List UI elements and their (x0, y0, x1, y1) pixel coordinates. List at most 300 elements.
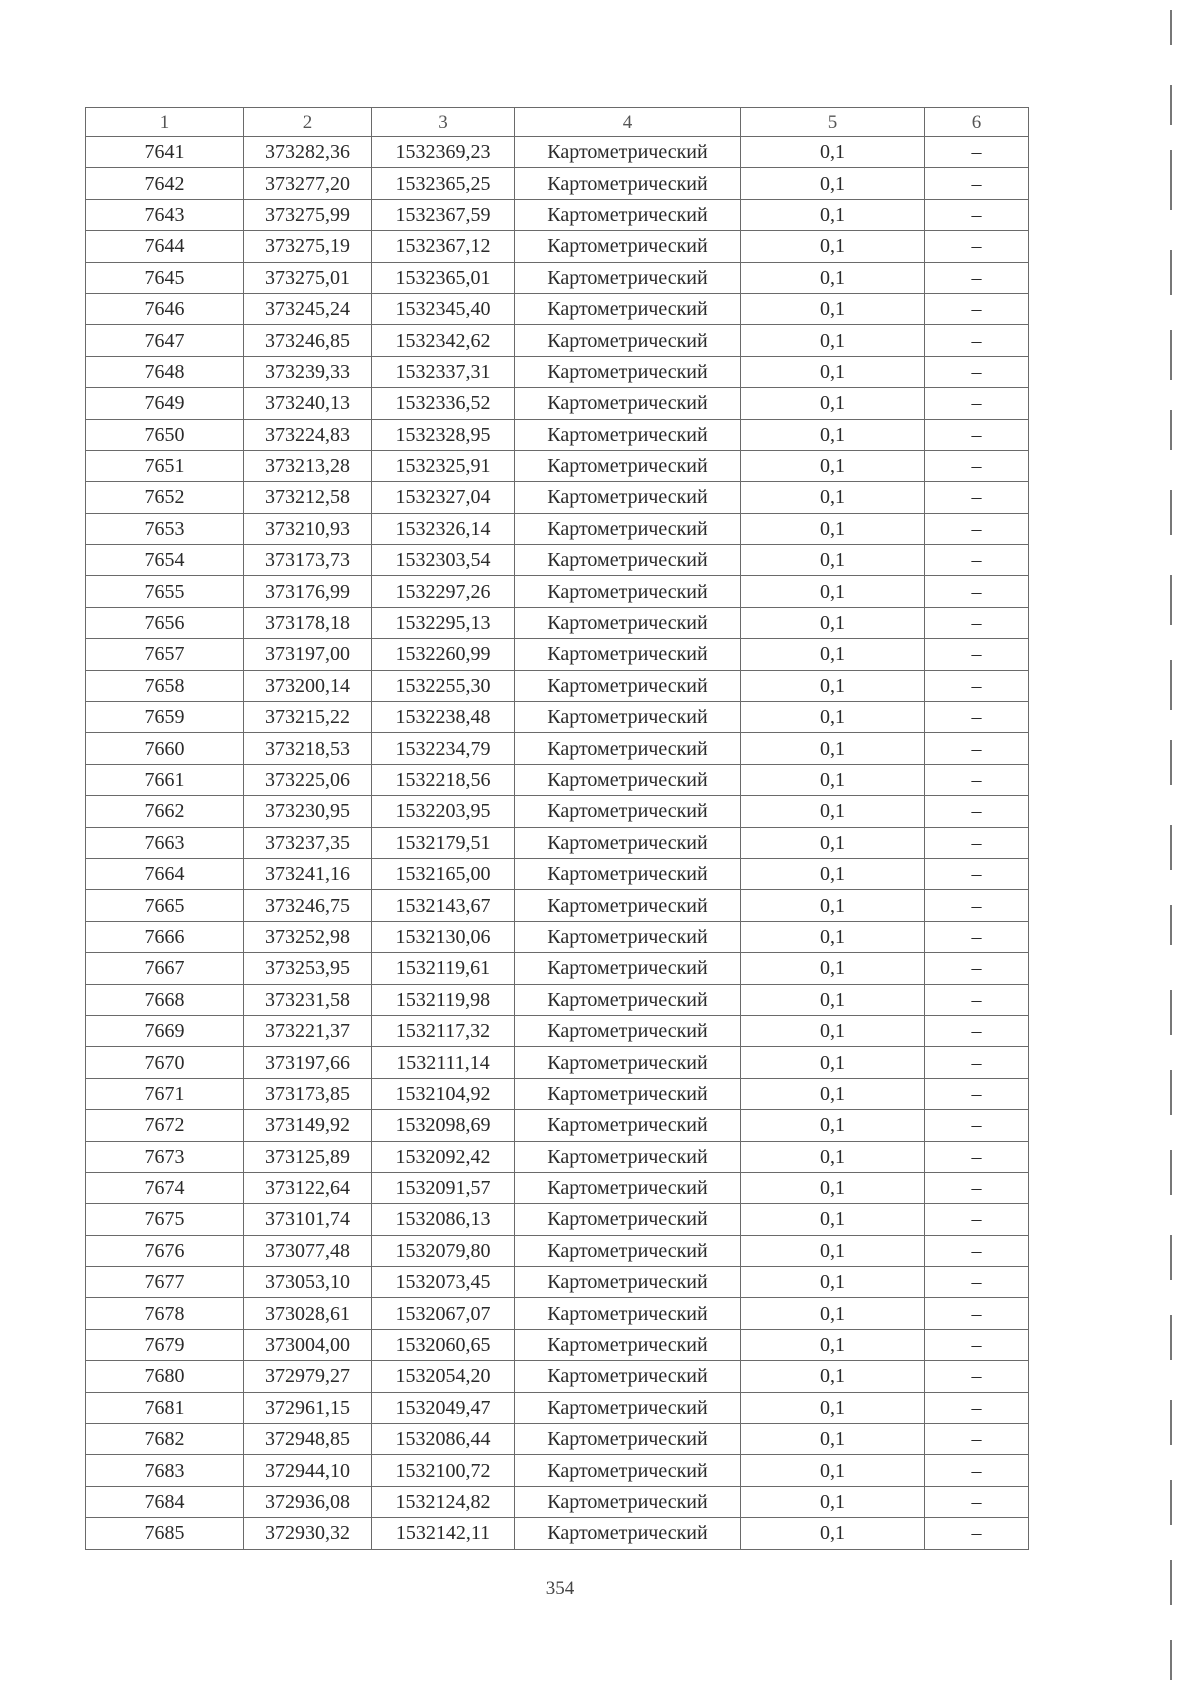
table-row (86, 1015, 1029, 1046)
table-cell-col-1: 7685 (86, 1518, 244, 1549)
table-cell-col-2: 373253,95 (244, 953, 372, 984)
table-row (86, 1204, 1029, 1235)
table-cell-col-4: Картометрический (515, 1518, 741, 1549)
table-cell-col-3: 1532255,30 (372, 670, 515, 701)
table-cell-col-1: 7674 (86, 1172, 244, 1203)
table-cell-col-6: – (925, 827, 1029, 858)
scan-edge-marks (1160, 0, 1190, 1698)
table-row (86, 607, 1029, 638)
table-cell-col-6: – (925, 1298, 1029, 1329)
table-cell-col-5: 0,1 (741, 1078, 925, 1109)
table-cell-col-1: 7673 (86, 1141, 244, 1172)
table-cell-col-3: 1532179,51 (372, 827, 515, 858)
table-cell-col-5: 0,1 (741, 262, 925, 293)
table-cell-col-5: 0,1 (741, 1298, 925, 1329)
table-cell-col-1: 7650 (86, 419, 244, 450)
table-row (86, 858, 1029, 889)
table-cell-col-4: Картометрический (515, 1298, 741, 1329)
table-cell-col-2: 373230,95 (244, 796, 372, 827)
table-cell-col-1: 7657 (86, 639, 244, 670)
table-cell-col-3: 1532086,13 (372, 1204, 515, 1235)
table-cell-col-6: – (925, 607, 1029, 638)
table-cell-col-4: Картометрический (515, 1392, 741, 1423)
table-row (86, 984, 1029, 1015)
table-cell-col-1: 7677 (86, 1267, 244, 1298)
table-cell-col-4: Картометрический (515, 168, 741, 199)
table-cell-col-4: Картометрический (515, 1015, 741, 1046)
table-cell-col-2: 373221,37 (244, 1015, 372, 1046)
table-row (86, 1455, 1029, 1486)
table-cell-col-3: 1532365,01 (372, 262, 515, 293)
table-cell-col-3: 1532130,06 (372, 921, 515, 952)
table-cell-col-2: 373237,35 (244, 827, 372, 858)
table-cell-col-6: – (925, 1235, 1029, 1266)
table-cell-col-1: 7667 (86, 953, 244, 984)
table-cell-col-4: Картометрический (515, 1078, 741, 1109)
table-cell-col-6: – (925, 984, 1029, 1015)
table-row (86, 890, 1029, 921)
table-cell-col-5: 0,1 (741, 858, 925, 889)
table-cell-col-4: Картометрический (515, 1424, 741, 1455)
table-cell-col-6: – (925, 262, 1029, 293)
table-cell-col-1: 7653 (86, 513, 244, 544)
table-cell-col-6: – (925, 137, 1029, 168)
table-cell-col-4: Картометрический (515, 858, 741, 889)
scan-edge-mark (1170, 575, 1172, 625)
table-row (86, 670, 1029, 701)
table-cell-col-3: 1532342,62 (372, 325, 515, 356)
table-cell-col-4: Картометрический (515, 1047, 741, 1078)
table-cell-col-6: – (925, 1424, 1029, 1455)
table-cell-col-6: – (925, 1392, 1029, 1423)
table-cell-col-4: Картометрический (515, 1455, 741, 1486)
table-row (86, 639, 1029, 670)
table-cell-col-1: 7647 (86, 325, 244, 356)
table-cell-col-5: 0,1 (741, 607, 925, 638)
table-cell-col-6: – (925, 388, 1029, 419)
table-row (86, 1361, 1029, 1392)
table-cell-col-6: – (925, 639, 1029, 670)
table-row (86, 1235, 1029, 1266)
scan-edge-mark (1170, 990, 1172, 1035)
table-cell-col-5: 0,1 (741, 513, 925, 544)
scan-edge-mark (1170, 410, 1172, 450)
table-cell-col-2: 373004,00 (244, 1329, 372, 1360)
table-cell-col-1: 7658 (86, 670, 244, 701)
table-cell-col-2: 373176,99 (244, 576, 372, 607)
table-cell-col-2: 373149,92 (244, 1110, 372, 1141)
table-cell-col-6: – (925, 858, 1029, 889)
table-cell-col-4: Картометрический (515, 984, 741, 1015)
table-cell-col-2: 373252,98 (244, 921, 372, 952)
table-cell-col-5: 0,1 (741, 388, 925, 419)
table-cell-col-2: 373197,66 (244, 1047, 372, 1078)
table-cell-col-4: Картометрический (515, 953, 741, 984)
scan-edge-mark (1170, 250, 1172, 295)
table-cell-col-2: 373173,73 (244, 545, 372, 576)
table-row (86, 1298, 1029, 1329)
table-cell-col-3: 1532327,04 (372, 482, 515, 513)
table-cell-col-4: Картометрический (515, 137, 741, 168)
table-cell-col-2: 372979,27 (244, 1361, 372, 1392)
table-cell-col-4: Картометрический (515, 1110, 741, 1141)
table-row (86, 702, 1029, 733)
table-cell-col-4: Картометрический (515, 419, 741, 450)
table-cell-col-1: 7669 (86, 1015, 244, 1046)
table-cell-col-3: 1532091,57 (372, 1172, 515, 1203)
table-cell-col-3: 1532100,72 (372, 1455, 515, 1486)
table-cell-col-1: 7670 (86, 1047, 244, 1078)
table-cell-col-3: 1532345,40 (372, 293, 515, 324)
scan-edge-mark (1170, 1640, 1172, 1680)
table-cell-col-2: 373275,01 (244, 262, 372, 293)
table-cell-col-6: – (925, 450, 1029, 481)
table-cell-col-5: 0,1 (741, 1172, 925, 1203)
table-cell-col-2: 373246,75 (244, 890, 372, 921)
table-cell-col-2: 373101,74 (244, 1204, 372, 1235)
table-cell-col-3: 1532303,54 (372, 545, 515, 576)
table-cell-col-5: 0,1 (741, 450, 925, 481)
table-cell-col-2: 373122,64 (244, 1172, 372, 1203)
table-cell-col-6: – (925, 1110, 1029, 1141)
table-cell-col-3: 1532117,32 (372, 1015, 515, 1046)
table-cell-col-2: 373275,99 (244, 199, 372, 230)
table-cell-col-5: 0,1 (741, 827, 925, 858)
scan-edge-mark (1170, 1400, 1172, 1445)
table-row (86, 1047, 1029, 1078)
table-cell-col-2: 373212,58 (244, 482, 372, 513)
table-cell-col-4: Картометрический (515, 639, 741, 670)
scan-edge-mark (1170, 150, 1172, 210)
table-row (86, 262, 1029, 293)
table-cell-col-6: – (925, 1361, 1029, 1392)
table-cell-col-3: 1532054,20 (372, 1361, 515, 1392)
table-cell-col-1: 7659 (86, 702, 244, 733)
table-cell-col-2: 373028,61 (244, 1298, 372, 1329)
header-cell-2: 2 (244, 108, 372, 137)
table-cell-col-5: 0,1 (741, 953, 925, 984)
table-cell-col-2: 373246,85 (244, 325, 372, 356)
table-cell-col-4: Картометрический (515, 356, 741, 387)
table-cell-col-5: 0,1 (741, 168, 925, 199)
table-cell-col-5: 0,1 (741, 702, 925, 733)
table-row (86, 1424, 1029, 1455)
header-cell-6: 6 (925, 108, 1029, 137)
table-cell-col-4: Картометрический (515, 1204, 741, 1235)
table-cell-col-4: Картометрический (515, 1235, 741, 1266)
table-cell-col-1: 7646 (86, 293, 244, 324)
header-cell-1: 1 (86, 108, 244, 137)
table-row (86, 1518, 1029, 1549)
table-cell-col-5: 0,1 (741, 325, 925, 356)
table-cell-col-5: 0,1 (741, 1486, 925, 1517)
table-cell-col-1: 7676 (86, 1235, 244, 1266)
scan-edge-mark (1170, 1560, 1172, 1605)
table-cell-col-5: 0,1 (741, 1518, 925, 1549)
table-cell-col-6: – (925, 1267, 1029, 1298)
table-cell-col-3: 1532143,67 (372, 890, 515, 921)
table-cell-col-4: Картометрический (515, 1361, 741, 1392)
table-cell-col-3: 1532049,47 (372, 1392, 515, 1423)
table-cell-col-3: 1532260,99 (372, 639, 515, 670)
table-cell-col-2: 372948,85 (244, 1424, 372, 1455)
table-cell-col-2: 373125,89 (244, 1141, 372, 1172)
table-cell-col-5: 0,1 (741, 231, 925, 262)
table-cell-col-1: 7648 (86, 356, 244, 387)
table-row (86, 168, 1029, 199)
table-cell-col-5: 0,1 (741, 1047, 925, 1078)
table-cell-col-1: 7641 (86, 137, 244, 168)
table-cell-col-4: Картометрический (515, 450, 741, 481)
table-cell-col-5: 0,1 (741, 984, 925, 1015)
table-cell-col-4: Картометрический (515, 262, 741, 293)
table-cell-col-2: 372944,10 (244, 1455, 372, 1486)
table-cell-col-5: 0,1 (741, 1204, 925, 1235)
page-number: 354 (545, 1578, 575, 1599)
scan-edge-mark (1170, 740, 1172, 785)
table-cell-col-4: Картометрический (515, 764, 741, 795)
table-cell-col-2: 373213,28 (244, 450, 372, 481)
table-cell-col-4: Картометрический (515, 325, 741, 356)
table-row (86, 921, 1029, 952)
table-cell-col-3: 1532238,48 (372, 702, 515, 733)
table-row (86, 199, 1029, 230)
table-cell-col-2: 373239,33 (244, 356, 372, 387)
table-cell-col-3: 1532060,65 (372, 1329, 515, 1360)
table-cell-col-6: – (925, 1078, 1029, 1109)
table-cell-col-6: – (925, 890, 1029, 921)
table-cell-col-6: – (925, 545, 1029, 576)
table-row (86, 231, 1029, 262)
table-cell-col-3: 1532119,61 (372, 953, 515, 984)
table-cell-col-3: 1532326,14 (372, 513, 515, 544)
header-row (86, 108, 1029, 137)
table-cell-col-1: 7645 (86, 262, 244, 293)
table-row (86, 356, 1029, 387)
table-cell-col-3: 1532079,80 (372, 1235, 515, 1266)
table-cell-col-1: 7672 (86, 1110, 244, 1141)
table-cell-col-6: – (925, 702, 1029, 733)
table-cell-col-1: 7652 (86, 482, 244, 513)
table-cell-col-2: 373282,36 (244, 137, 372, 168)
table-cell-col-5: 0,1 (741, 639, 925, 670)
table-cell-col-6: – (925, 576, 1029, 607)
table-cell-col-5: 0,1 (741, 921, 925, 952)
table-cell-col-5: 0,1 (741, 796, 925, 827)
table-cell-col-3: 1532369,23 (372, 137, 515, 168)
table-cell-col-2: 373173,85 (244, 1078, 372, 1109)
table-cell-col-2: 372936,08 (244, 1486, 372, 1517)
table-cell-col-2: 373231,58 (244, 984, 372, 1015)
table-row (86, 1110, 1029, 1141)
table-row (86, 1141, 1029, 1172)
table-cell-col-6: – (925, 231, 1029, 262)
table-header (86, 108, 1029, 137)
table-cell-col-6: – (925, 1015, 1029, 1046)
table-cell-col-4: Картометрический (515, 1267, 741, 1298)
table-row (86, 733, 1029, 764)
table-cell-col-5: 0,1 (741, 1361, 925, 1392)
table-cell-col-6: – (925, 1141, 1029, 1172)
scan-edge-mark (1170, 1150, 1172, 1195)
table-cell-col-4: Картометрический (515, 388, 741, 419)
table-cell-col-4: Картометрический (515, 890, 741, 921)
table-cell-col-5: 0,1 (741, 293, 925, 324)
table-cell-col-6: – (925, 356, 1029, 387)
table-cell-col-2: 373225,06 (244, 764, 372, 795)
table-row (86, 827, 1029, 858)
table-cell-col-4: Картометрический (515, 1141, 741, 1172)
table-cell-col-5: 0,1 (741, 576, 925, 607)
table-cell-col-1: 7655 (86, 576, 244, 607)
table-cell-col-4: Картометрический (515, 921, 741, 952)
table-row (86, 450, 1029, 481)
table-cell-col-4: Картометрический (515, 827, 741, 858)
scan-edge-mark (1170, 85, 1172, 125)
table-cell-col-1: 7651 (86, 450, 244, 481)
table-cell-col-6: – (925, 293, 1029, 324)
table-cell-col-1: 7649 (86, 388, 244, 419)
table-row (86, 1486, 1029, 1517)
table-cell-col-3: 1532234,79 (372, 733, 515, 764)
table-row (86, 576, 1029, 607)
scan-edge-mark (1170, 1315, 1172, 1360)
table-cell-col-4: Картометрический (515, 607, 741, 638)
table-cell-col-4: Картометрический (515, 796, 741, 827)
table-cell-col-6: – (925, 168, 1029, 199)
table-cell-col-6: – (925, 1172, 1029, 1203)
table-cell-col-5: 0,1 (741, 1141, 925, 1172)
table-cell-col-5: 0,1 (741, 137, 925, 168)
table-cell-col-6: – (925, 419, 1029, 450)
scan-edge-mark (1170, 1235, 1172, 1280)
table-cell-col-1: 7683 (86, 1455, 244, 1486)
table-row (86, 953, 1029, 984)
table-cell-col-1: 7675 (86, 1204, 244, 1235)
table-cell-col-5: 0,1 (741, 419, 925, 450)
table-cell-col-4: Картометрический (515, 733, 741, 764)
table-cell-col-1: 7643 (86, 199, 244, 230)
table-cell-col-6: – (925, 482, 1029, 513)
table-cell-col-3: 1532367,59 (372, 199, 515, 230)
table-cell-col-6: – (925, 325, 1029, 356)
scan-edge-mark (1170, 10, 1172, 45)
scan-edge-mark (1170, 905, 1172, 945)
table-cell-col-2: 373197,00 (244, 639, 372, 670)
table-cell-col-1: 7682 (86, 1424, 244, 1455)
table-row (86, 137, 1029, 168)
table-cell-col-4: Картометрический (515, 1486, 741, 1517)
table-cell-col-6: – (925, 1329, 1029, 1360)
table-row (86, 293, 1029, 324)
table-row (86, 388, 1029, 419)
scan-edge-mark (1170, 660, 1172, 710)
table-cell-col-4: Картометрический (515, 576, 741, 607)
table-cell-col-3: 1532365,25 (372, 168, 515, 199)
table-cell-col-6: – (925, 733, 1029, 764)
table-row (86, 1329, 1029, 1360)
table-row (86, 513, 1029, 544)
table-cell-col-5: 0,1 (741, 1424, 925, 1455)
table-cell-col-2: 373275,19 (244, 231, 372, 262)
table-cell-col-6: – (925, 953, 1029, 984)
table-cell-col-4: Картометрический (515, 670, 741, 701)
table-cell-col-3: 1532086,44 (372, 1424, 515, 1455)
table-cell-col-2: 373218,53 (244, 733, 372, 764)
table-cell-col-1: 7660 (86, 733, 244, 764)
table-cell-col-5: 0,1 (741, 670, 925, 701)
table-cell-col-4: Картометрический (515, 702, 741, 733)
header-cell-5: 5 (741, 108, 925, 137)
table-cell-col-3: 1532104,92 (372, 1078, 515, 1109)
table-cell-col-6: – (925, 921, 1029, 952)
table-cell-col-5: 0,1 (741, 1392, 925, 1423)
table-cell-col-1: 7671 (86, 1078, 244, 1109)
table-cell-col-3: 1532336,52 (372, 388, 515, 419)
table-cell-col-6: – (925, 764, 1029, 795)
table-cell-col-6: – (925, 1047, 1029, 1078)
table-cell-col-5: 0,1 (741, 199, 925, 230)
table-cell-col-1: 7654 (86, 545, 244, 576)
table-cell-col-1: 7681 (86, 1392, 244, 1423)
scan-edge-mark (1170, 490, 1172, 535)
table-cell-col-1: 7663 (86, 827, 244, 858)
scan-edge-mark (1170, 1070, 1172, 1115)
table-cell-col-5: 0,1 (741, 1235, 925, 1266)
table-cell-col-6: – (925, 670, 1029, 701)
table-cell-col-4: Картометрический (515, 513, 741, 544)
scan-edge-mark (1170, 825, 1172, 870)
table-cell-col-6: – (925, 199, 1029, 230)
table-cell-col-5: 0,1 (741, 1329, 925, 1360)
table-cell-col-3: 1532295,13 (372, 607, 515, 638)
table-cell-col-3: 1532325,91 (372, 450, 515, 481)
table-cell-col-2: 373245,24 (244, 293, 372, 324)
table-row (86, 1172, 1029, 1203)
table-cell-col-4: Картометрический (515, 293, 741, 324)
table-cell-col-1: 7679 (86, 1329, 244, 1360)
table-cell-col-5: 0,1 (741, 1267, 925, 1298)
table-cell-col-2: 373178,18 (244, 607, 372, 638)
table-cell-col-3: 1532073,45 (372, 1267, 515, 1298)
table-cell-col-4: Картометрический (515, 1172, 741, 1203)
table-body (86, 137, 1029, 1550)
table-cell-col-3: 1532203,95 (372, 796, 515, 827)
table-cell-col-4: Картометрический (515, 545, 741, 576)
table-cell-col-2: 372930,32 (244, 1518, 372, 1549)
table-cell-col-2: 373277,20 (244, 168, 372, 199)
table-cell-col-3: 1532328,95 (372, 419, 515, 450)
header-cell-4: 4 (515, 108, 741, 137)
table-cell-col-1: 7644 (86, 231, 244, 262)
table-cell-col-2: 373224,83 (244, 419, 372, 450)
table-cell-col-2: 373200,14 (244, 670, 372, 701)
table-cell-col-5: 0,1 (741, 764, 925, 795)
table-cell-col-4: Картометрический (515, 231, 741, 262)
table-cell-col-2: 373053,10 (244, 1267, 372, 1298)
table-cell-col-4: Картометрический (515, 199, 741, 230)
table-cell-col-3: 1532124,82 (372, 1486, 515, 1517)
table-cell-col-2: 373077,48 (244, 1235, 372, 1266)
table-cell-col-3: 1532098,69 (372, 1110, 515, 1141)
table-cell-col-6: – (925, 1204, 1029, 1235)
table-cell-col-5: 0,1 (741, 1455, 925, 1486)
table-cell-col-5: 0,1 (741, 733, 925, 764)
table-cell-col-1: 7678 (86, 1298, 244, 1329)
table-cell-col-1: 7642 (86, 168, 244, 199)
table-row (86, 764, 1029, 795)
table-cell-col-1: 7661 (86, 764, 244, 795)
